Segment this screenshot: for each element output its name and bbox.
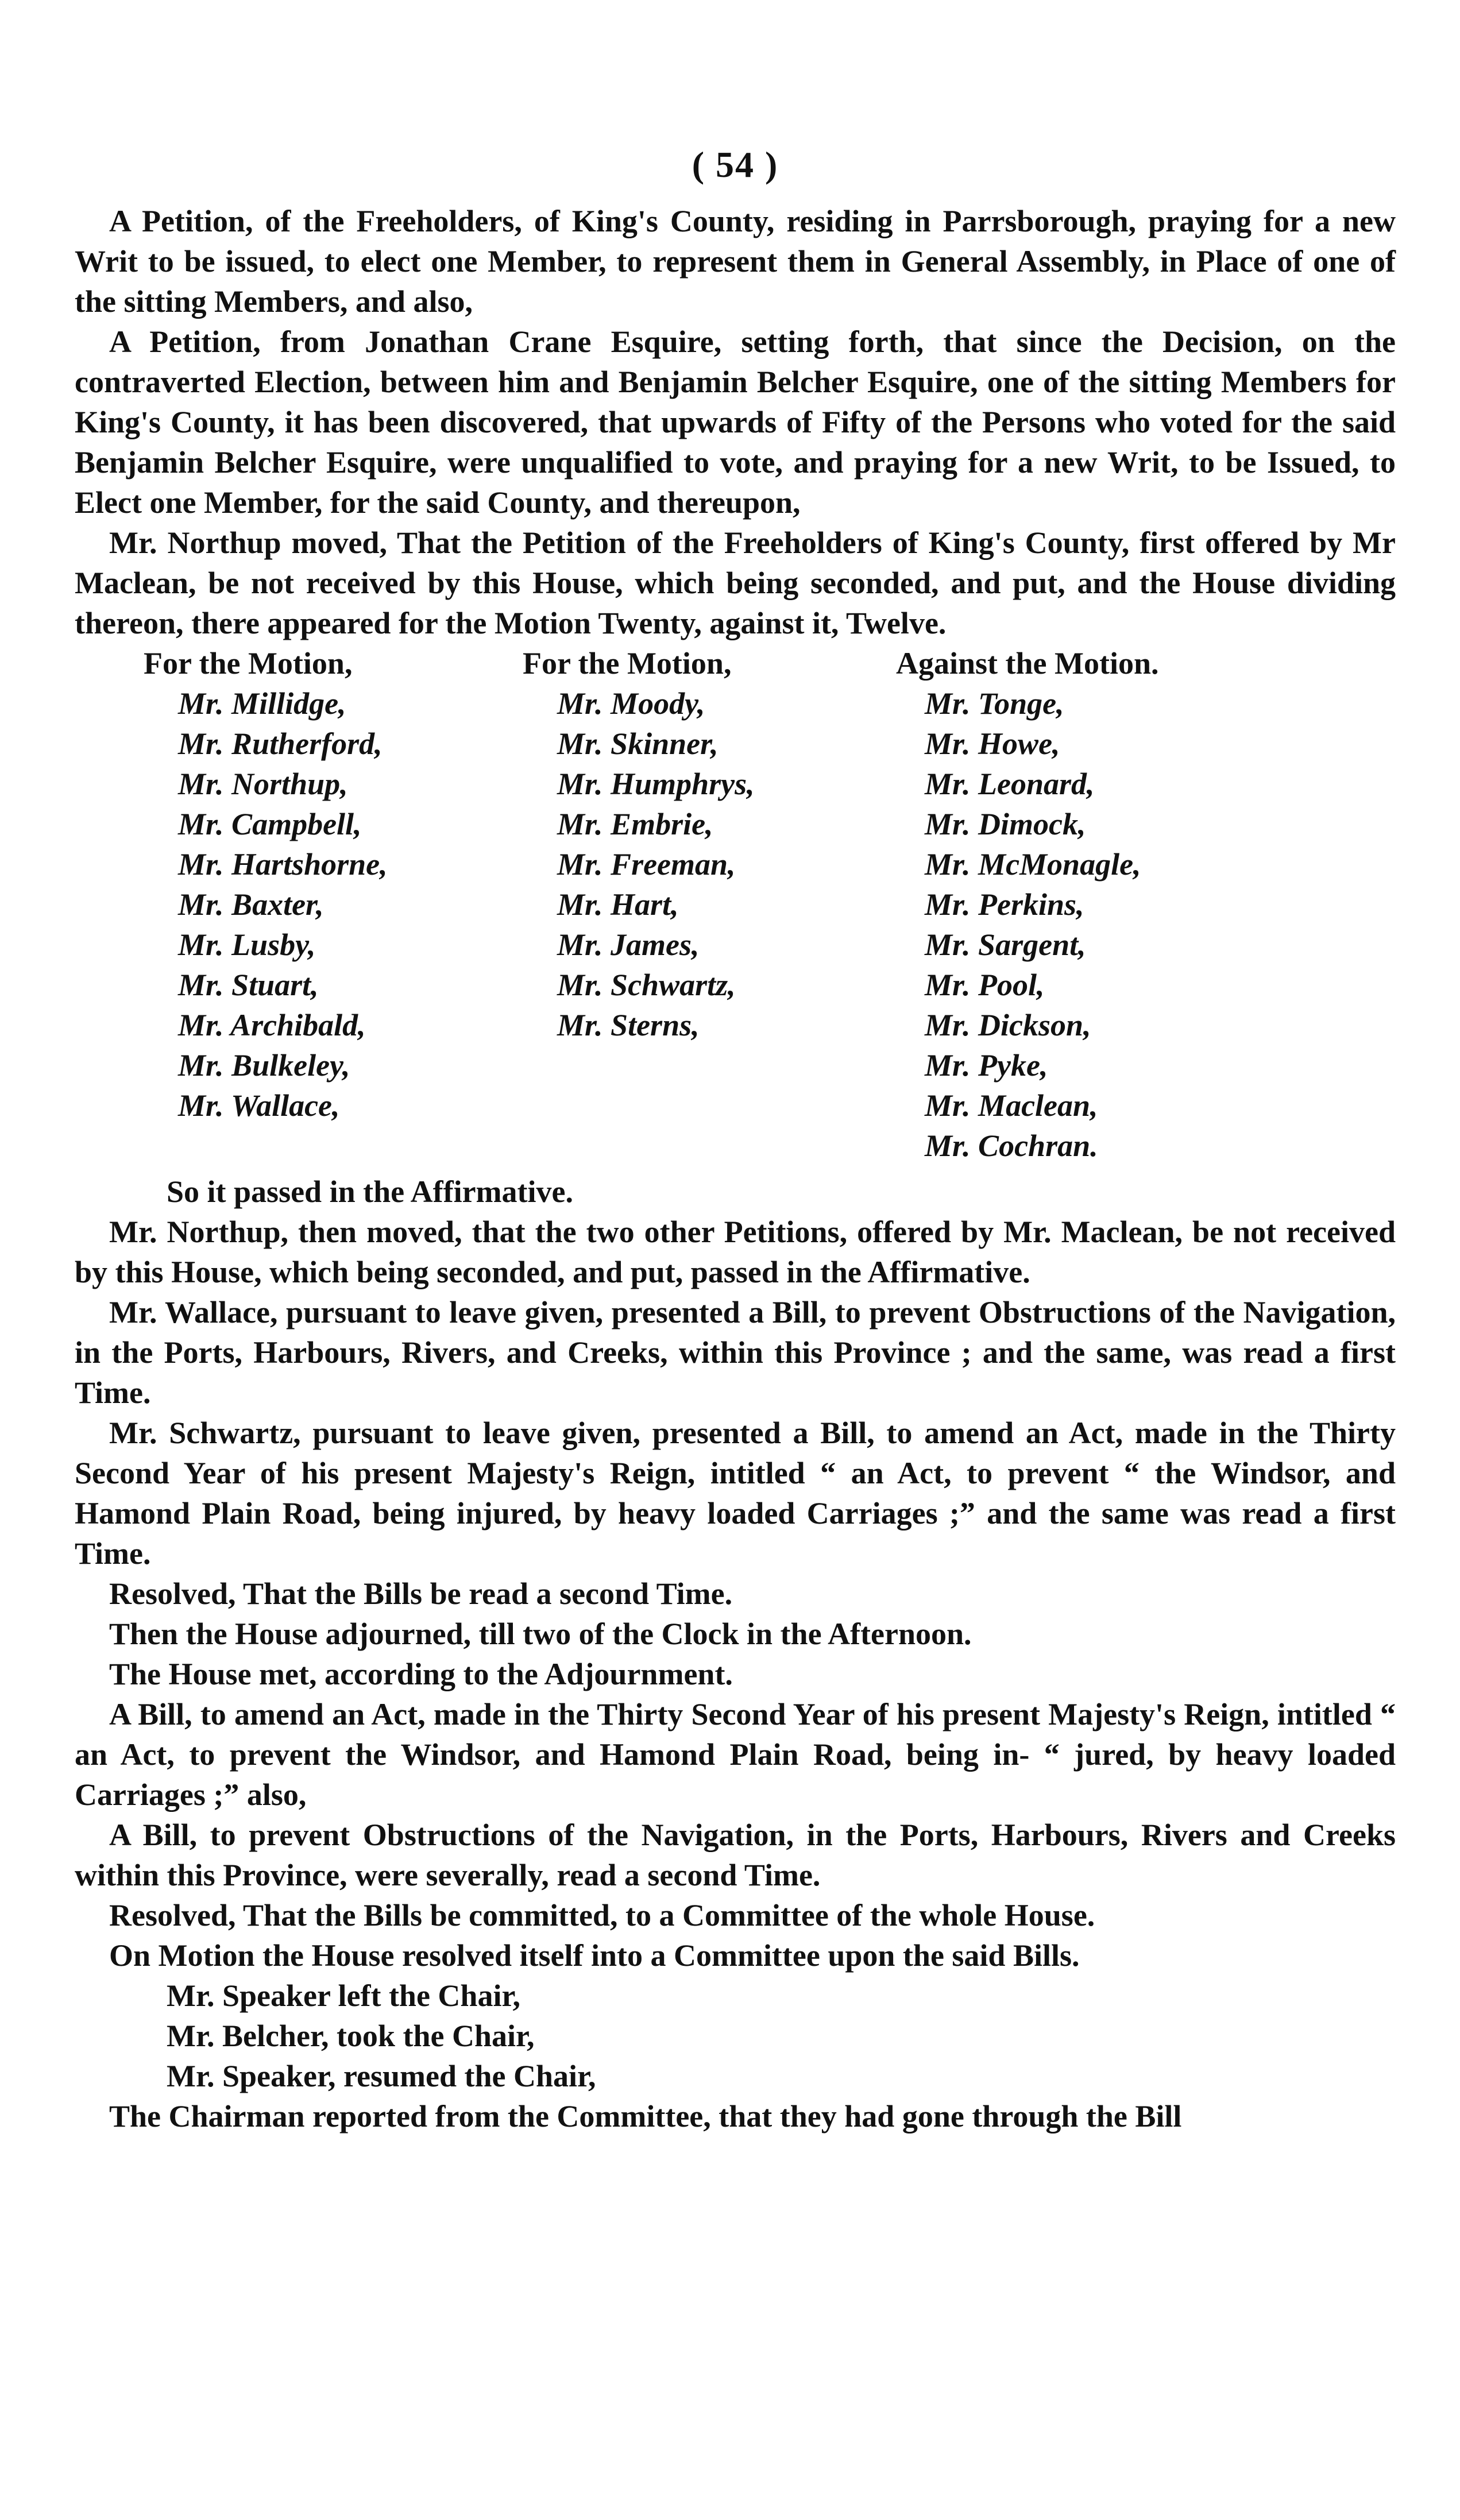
vote-column-against bbox=[896, 643, 1355, 1166]
vote-column-for-1 bbox=[75, 643, 523, 1166]
member-name: Mr. Humphrys, bbox=[557, 767, 755, 801]
member-name: Mr. Freeman, bbox=[557, 847, 736, 882]
member-name: Mr. James, bbox=[557, 927, 700, 962]
paragraph-adjourned: Then the House adjourned, till two of the Clock in the Afternoon. bbox=[109, 1617, 972, 1651]
member-name: Mr. Campbell, bbox=[178, 807, 362, 841]
member-name: Mr. Hart, bbox=[557, 887, 679, 922]
member-name: Mr. Perkins, bbox=[925, 887, 1084, 922]
paragraph-affirmative: So it passed in the Affirmative. bbox=[167, 1174, 573, 1209]
member-name: Mr. Skinner, bbox=[557, 726, 719, 761]
member-name: Mr. Baxter, bbox=[178, 887, 324, 922]
member-name: Mr. Pool, bbox=[925, 968, 1045, 1002]
page-number: ( 54 ) bbox=[692, 144, 779, 185]
paragraph-speaker-resumed: Mr. Speaker, resumed the Chair, bbox=[167, 2059, 596, 2093]
paragraph-resolved-committed: Resolved, That the Bills be committed, to a Committee of the whole House. bbox=[109, 1898, 1095, 1932]
member-name: Mr. Schwartz, bbox=[557, 968, 736, 1002]
member-name: Mr. Moody, bbox=[557, 686, 705, 721]
member-name: Mr. Sterns, bbox=[557, 1008, 700, 1042]
paragraph-petition-crane: A Petition, from Jonathan Crane Esquire, setting forth, that since the Decision, on the contraverted Election, between him and Benjamin Belcher Esquire, one of the sitting Members for King's County, it has been discovered, that upwards of Fifty of the Persons who voted for the said Benjamin Belcher Esquire, were unqualified to vote, and praying for a new Writ, to be Issued, to Elect one Member, for the said County, and thereupon, bbox=[75, 324, 1396, 520]
paragraph-bill-amend-act: A Bill, to amend an Act, made in the Thirty Second Year of his present Majesty's Reign, intitled “ an Act, to prevent the Windsor, and Hamond Plain Road, being in- “ jured, by heavy loaded Carriages ;” also, bbox=[75, 1697, 1396, 1812]
member-name: Mr. Archibald, bbox=[178, 1008, 366, 1042]
vote-column-heading: For the Motion, bbox=[523, 646, 732, 681]
member-name: Mr. Sargent, bbox=[925, 927, 1086, 962]
paragraph-chairman-reported: The Chairman reported from the Committee, that they had gone through the Bill bbox=[109, 2099, 1182, 2134]
member-name: Mr. Cochran. bbox=[925, 1128, 1098, 1163]
paragraph-belcher-chair: Mr. Belcher, took the Chair, bbox=[167, 2019, 535, 2053]
member-name: Mr. Embrie, bbox=[557, 807, 713, 841]
member-name: Mr. McMonagle, bbox=[925, 847, 1141, 882]
vote-division-table bbox=[75, 643, 1396, 1166]
paragraph-house-met: The House met, according to the Adjournment. bbox=[109, 1657, 733, 1691]
member-name: Mr. Dickson, bbox=[925, 1008, 1091, 1042]
paragraph-resolved-second-reading: Resolved, That the Bills be read a second Time. bbox=[109, 1576, 733, 1611]
member-name: Mr. Howe, bbox=[925, 726, 1060, 761]
paragraph-bill-obstructions: A Bill, to prevent Obstructions of the Navigation, in the Ports, Harbours, Rivers and Creeks within this Province, were severally, read a second Time. bbox=[75, 1818, 1396, 1892]
paragraph-northup-second-motion: Mr. Northup, then moved, that the two other Petitions, offered by Mr. Maclean, be not received by this House, which being seconded, and put, passed in the Affirmative. bbox=[75, 1215, 1396, 1289]
paragraph-schwartz-bill: Mr. Schwartz, pursuant to leave given, presented a Bill, to amend an Act, made in the Thirty Second Year of his present Majesty's Reign, intitled “ an Act, to prevent “ the Windsor, and Hamond Plain Road, being injured, by heavy loaded Carriages ;” and the same was read a first Time. bbox=[75, 1416, 1396, 1571]
member-name: Mr. Bulkeley, bbox=[178, 1048, 350, 1083]
member-name: Mr. Leonard, bbox=[925, 767, 1095, 801]
vote-column-heading: Against the Motion. bbox=[896, 646, 1159, 681]
member-name: Mr. Millidge, bbox=[178, 686, 346, 721]
member-name: Mr. Maclean, bbox=[925, 1088, 1098, 1123]
paragraph-petition-freeholders: A Petition, of the Freeholders, of King's County, residing in Parrsborough, praying for a new Writ to be issued, to elect one Member, to represent them in General Assembly, in Place of one of the sitting Members, and also, bbox=[75, 204, 1396, 319]
member-name: Mr. Stuart, bbox=[178, 968, 319, 1002]
member-name: Mr. Pyke, bbox=[925, 1048, 1048, 1083]
member-name: Mr. Wallace, bbox=[178, 1088, 340, 1123]
member-name: Mr. Dimock, bbox=[925, 807, 1086, 841]
vote-column-for-2 bbox=[523, 643, 896, 1166]
member-name: Mr. Northup, bbox=[178, 767, 348, 801]
document-page bbox=[75, 144, 1396, 2136]
vote-column-heading: For the Motion, bbox=[144, 646, 353, 681]
member-name: Mr. Tonge, bbox=[925, 686, 1064, 721]
member-name: Mr. Hartshorne, bbox=[178, 847, 388, 882]
member-name: Mr. Lusby, bbox=[178, 927, 316, 962]
paragraph-committee-motion: On Motion the House resolved itself into a Committee upon the said Bills. bbox=[109, 1938, 1080, 1973]
paragraph-speaker-left: Mr. Speaker left the Chair, bbox=[167, 1978, 520, 2013]
paragraph-northup-motion: Mr. Northup moved, That the Petition of the Freeholders of King's County, first offered by Mr Maclean, be not received by this House, which being seconded, and put, and the House dividing thereon, there appeared for the Motion Twenty, against it, Twelve. bbox=[75, 525, 1396, 640]
member-name: Mr. Rutherford, bbox=[178, 726, 383, 761]
paragraph-wallace-bill: Mr. Wallace, pursuant to leave given, presented a Bill, to prevent Obstructions of the Navigation, in the Ports, Harbours, Rivers, and Creeks, within this Province ; and the same, was read a first Time. bbox=[75, 1295, 1396, 1410]
